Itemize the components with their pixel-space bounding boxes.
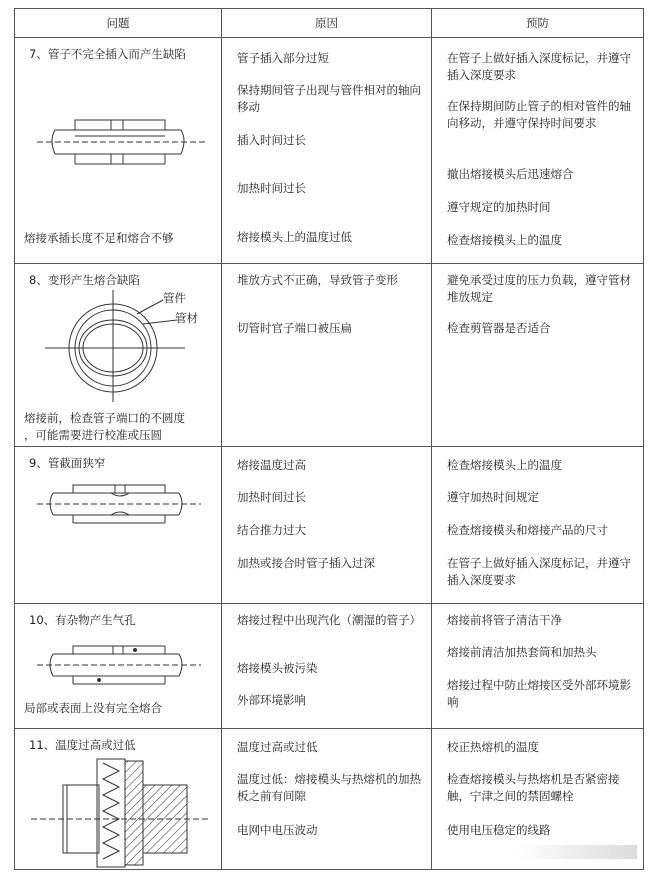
problem-note: 局部或表面上没有完全熔合 (24, 701, 162, 715)
prevention-item: 校正热熔机的温度 (447, 740, 539, 754)
prevention-item: 检查熔接模头上的温度 (447, 458, 562, 472)
cause-item: 切管时官子端口被压扁 (237, 321, 352, 335)
cause-item: 插入时间过长 (237, 133, 306, 147)
problem-cell (15, 264, 222, 447)
cause-item: 堆放方式不正确，导致管子变形 (237, 273, 398, 287)
prevention-item: 遵守加热时间规定 (447, 490, 539, 504)
problem-cell (15, 447, 222, 604)
prevention-item: 在管子上做好插入深度标记，并遵守插入深度要求 (447, 556, 631, 587)
prevention-item: 检查熔接模头和熔接产品的尺寸 (447, 523, 608, 537)
cause-item: 保持期间管子出现与管件相对的轴向移动 (237, 83, 421, 114)
prevention-item: 使用电压稳定的线路 (447, 823, 551, 837)
prevention-item: 检查熔接模头上的温度 (447, 233, 562, 247)
table-row (15, 264, 644, 447)
problem-cell (15, 729, 222, 870)
cause-item: 加热或接合时管子插入过深 (237, 556, 375, 570)
table-row (15, 38, 644, 264)
cause-item: 管子插入部分过短 (237, 51, 329, 65)
cause-item: 加热时间过长 (237, 181, 306, 195)
prevention-item: 在保持期间防止管子的相对管件的轴向移动，并遵守保持时间要求 (447, 99, 631, 130)
prevention-item: 遵守规定的加热时间 (447, 200, 551, 214)
deformed-pipe-diagram (15, 286, 221, 404)
cause-item: 熔接模头上的温度过低 (237, 230, 352, 244)
porosity-diagram (15, 642, 221, 688)
cause-cell (222, 264, 432, 447)
problem-title: 8、变形产生熔合缺陷 (29, 273, 140, 287)
fitting-label: 管件 (163, 291, 186, 305)
cause-item: 温度过高或过低 (237, 740, 318, 754)
watermark (517, 845, 637, 859)
prevention-cell (432, 447, 644, 604)
heater-contact-diagram (15, 755, 221, 869)
prevention-item: 避免承受过度的压力负载，遵守管材堆放规定 (447, 273, 631, 304)
prevention-item: 熔接前清洁加热套筒和加热头 (447, 645, 597, 659)
problem-title: 10、有杂物产生气孔 (29, 613, 136, 627)
prevention-item: 检查熔接模头与热熔机是否紧密接触，宁津之间的禁固螺栓 (447, 772, 620, 803)
narrow-section-diagram (15, 479, 221, 529)
cause-item: 外部环境影响 (237, 693, 306, 707)
cause-item: 结合推力过大 (237, 523, 306, 537)
header-prevention: 预防 (432, 9, 644, 38)
cause-cell (222, 38, 432, 264)
cause-cell (222, 447, 432, 604)
problem-note: ，可能需要进行校准或压圆 (24, 428, 162, 442)
header-row (15, 9, 644, 38)
table-row (15, 604, 644, 729)
prevention-item: 熔接前将管子清洁干净 (447, 613, 562, 627)
problem-cell (15, 38, 222, 264)
problem-title: 7、管子不完全插入而产生缺陷 (29, 47, 186, 61)
problem-note: 熔接前，检查管子端口的不圆度 (24, 411, 185, 425)
table-row (15, 447, 644, 604)
prevention-cell (432, 264, 644, 447)
cause-cell (222, 604, 432, 729)
prevention-item: 撤出熔接模头后迅速熔合 (447, 167, 574, 181)
pipe-label: 管材 (175, 311, 198, 325)
pipe-insertion-diagram (15, 108, 221, 168)
prevention-cell (432, 38, 644, 264)
defect-table (14, 8, 644, 870)
header-problem: 问题 (15, 9, 222, 38)
cause-item: 熔接过程中出现汽化（潮湿的管子） (237, 613, 421, 627)
header-cause: 原因 (222, 9, 432, 38)
prevention-cell (432, 604, 644, 729)
cause-item: 熔接温度过高 (237, 458, 306, 472)
cause-item: 电网中电压波动 (237, 823, 318, 837)
problem-title: 9、管截面狭窄 (29, 456, 106, 470)
problem-title: 11、温度过高或过低 (29, 738, 136, 752)
problem-cell (15, 604, 222, 729)
cause-item: 加热时间过长 (237, 490, 306, 504)
prevention-item: 熔接过程中防止熔接区受外部环境影响 (447, 678, 631, 709)
prevention-item: 在管子上做好插入深度标记，并遵守插入深度要求 (447, 51, 631, 82)
cause-cell (222, 729, 432, 870)
cause-item: 温度过低：熔接模头与热熔机的加热板之前有间隙 (237, 772, 421, 803)
problem-note: 熔接承插长度不足和熔合不够 (24, 231, 174, 245)
prevention-item: 检查剪管器是否适合 (447, 321, 551, 335)
cause-item: 熔接模头被污染 (237, 661, 318, 675)
